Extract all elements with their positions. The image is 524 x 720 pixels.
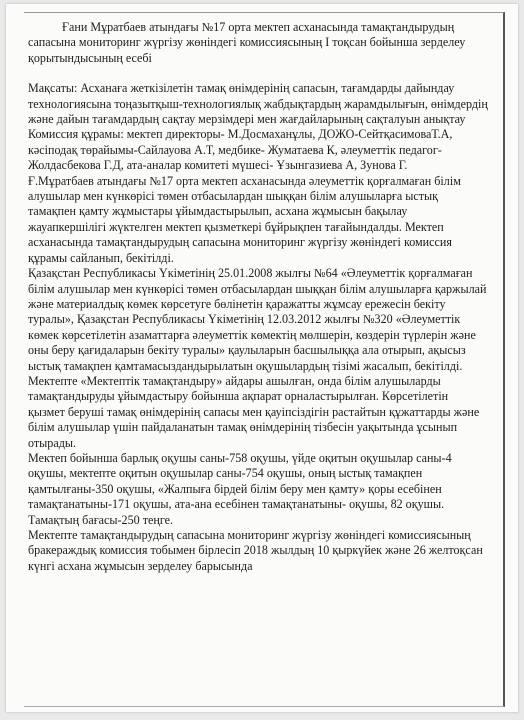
document-body — [28, 20, 488, 574]
paragraph-purpose: Мақсаты: Асханаға жеткізілетін тамақ өнімдерінің сапасын, тағамдарды дайындау технологиясына тоңазытқыш-технологиялық жабдықтардың жарамдылығын, өнімдердің және дайын тағамдардың сақтау мерзімдері мен жағдайларының сақталуын анықтау — [28, 81, 488, 127]
paragraph-monitoring: Мектепте тамақтандырудың сапасына мониторинг жүргізу жөніндегі комиссиясының бракераждық комиссия тобымен бірлесіп 2018 жылдың 10 қыркүйек және 26 желтоқсан күнгі асхана жұмысын зерделеу барысында — [28, 528, 483, 573]
paragraph-commission: Комиссия құрамы: мектеп директоры- М.Досмаханұлы, ДОЖО-СейтқасимоваТ.А, кәсіподақ төрайымы-Сайлауова А.Т, медбике- Жуматаева К, әлеуметтік педагог-Жолдасбекова Г.Д, ата-аналар комитеті мүшесі- Ұзынгазиева А, Зунова Г. — [28, 127, 453, 173]
paragraph-statistics: Мектеп бойынша барлық оқушы саны-758 оқушы, үйде оқитын оқушылар саны-4 оқушы, мектепте оқитын оқушылар саны-754 оқушы, оның ыстық тамақпен қамтылғаны-350 оқушы, «Жалпыға бірдей білім беру мен қамту» қоры есебінен тамақтанатыны-171 оқушы, ата-ана есебінен тамақтанатыны- оқушы, 82 оқушы. Тамақтың бағасы-250 теңге. — [28, 450, 452, 527]
paragraph-regulations: Қазақстан Республикасы Үкіметінің 25.01.2008 жылғы №64 «Әлеуметтік қорғалмаған білім алушылар мен күнкөрісі төмен отбасылардан шыққан білім алушыларға қаржылай және материалдық көмек көрсетуге бөлінетін қаражатты жұмсау ережесін бекіту туралы», Қазақстан Республикасы Үкіметінің 12.03.2012 жылғы №320 «Әлеуметтік көмек көрсетілетін азаматтарға әлеуметтік көмектің мөлшерін, көздерін түрлерін және оны беру қағидаларын бекіту туралы» қаулыларын басшылыққа ала отырып, ақысыз ыстық тамақпен қамтамасыздандырылатын оқушылардың тізімі жасалып, бекітілді. Мектепте «Мектептік тамақтандыру» айдары ашылған, онда білім алушыларды тамақтандыруды ұйымдастыру бойынша ақпарат орналастырылған. Көрсетілетін қызмет беруші тамақ өнімдерінің сапасы мен қауіпсіздігін растайтын құжаттарды және білім алушылар үшін пайдаланатын тамақ өнімдерінің тізбесін уақытында ұсынып отырады. — [28, 266, 487, 450]
document-title: Ғани Мұратбаев атындағы №17 орта мектеп асханасында тамақтандырудың сапасына мониторинг жүргізу жөніндегі комиссиясының I тоқсан бойынша зерделеу қорытындысының есебі — [28, 20, 466, 65]
document-page — [6, 4, 518, 712]
paragraph-organization: Ғ.Мұратбаев атындағы №17 орта мектеп асханасында әлеуметтік қорғалмаған білім алушылар мен күнкөрісі төмен отбасылардан шыққан білім алушыларға ыстық тамақпен қамту жұмыстары ұйымдастырылып, асхана жұмысын бақылау жауапкершілігі жүктелген мектеп қызметкері бұйрықпен тағайындалды. Мектеп асханасында тамақтандырудың сапасына мониторинг жүргізу жөніндегі комиссия құрамы сайланып, бекітілді. — [28, 173, 461, 265]
